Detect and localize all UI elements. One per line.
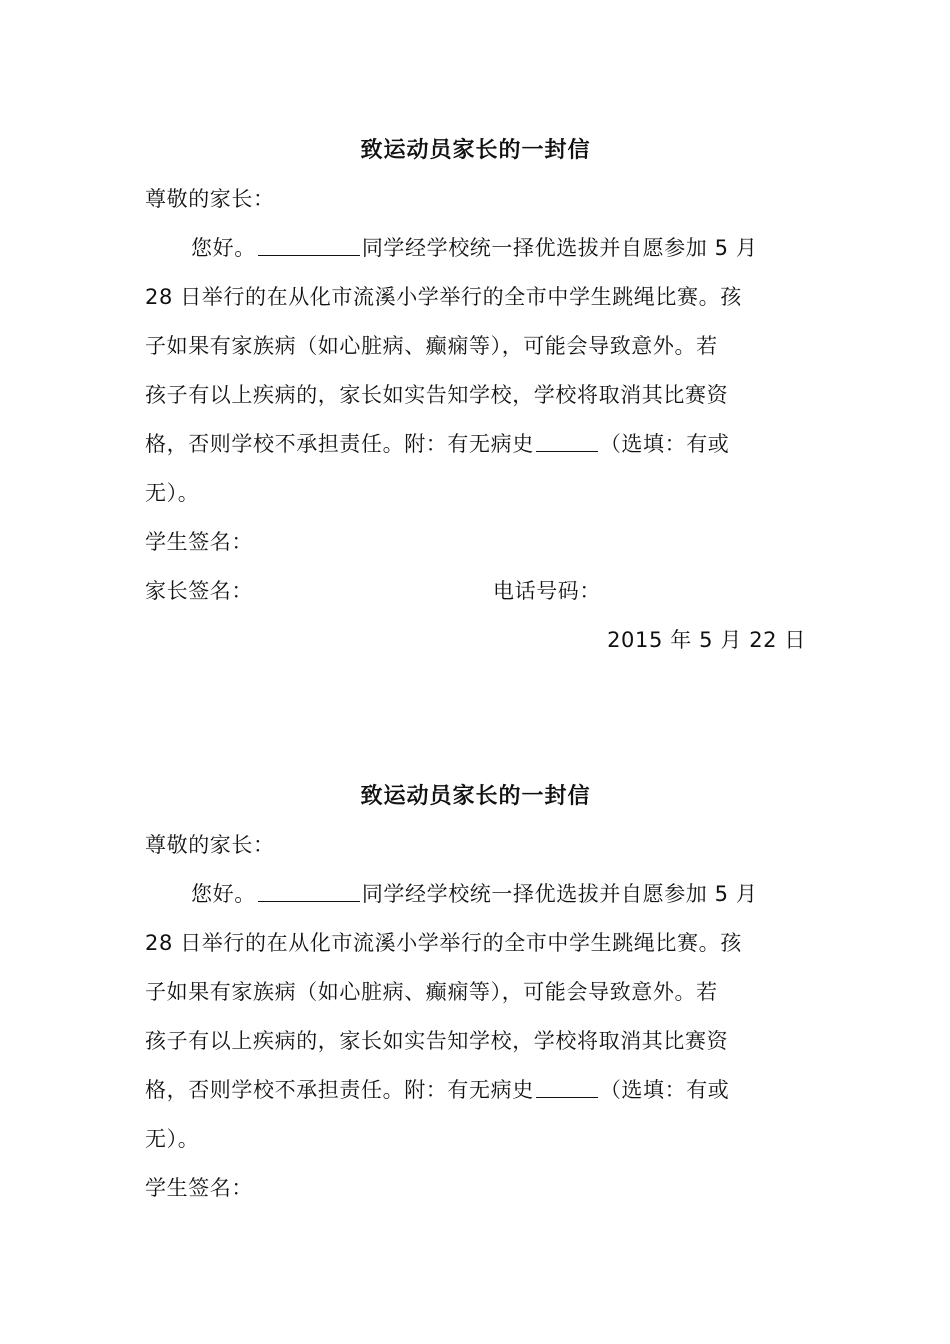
body-line-3: 子如果有家族病（如心脏病、癫痫等），可能会导致意外。若 <box>145 334 718 358</box>
body-text: （选填：有或 <box>599 1078 730 1102</box>
letter-title: 致运动员家长的一封信 <box>360 138 591 163</box>
letter-title: 致运动员家长的一封信 <box>360 784 591 809</box>
body-text: 同学经学校统一择优选拔并自愿参加 5 月 <box>361 236 758 260</box>
body-line-6: 无）。 <box>145 481 200 505</box>
body-line-5 <box>145 420 806 469</box>
student-signature-label: 学生签名： <box>145 1176 253 1200</box>
student-name-blank <box>258 235 360 256</box>
body-line-2: 28 日举行的在从化市流溪小学举行的全市中学生跳绳比赛。孩 <box>145 931 742 955</box>
body-line-4: 孩子有以上疾病的，家长如实告知学校，学校将取消其比赛资 <box>145 1029 729 1053</box>
body-line-2: 28 日举行的在从化市流溪小学举行的全市中学生跳绳比赛。孩 <box>145 285 742 309</box>
medical-history-blank <box>536 431 598 452</box>
body-text: （选填：有或 <box>599 432 730 456</box>
greeting: 您好。 <box>191 882 256 906</box>
phone-number-label: 电话号码： <box>493 579 601 603</box>
body-line-4: 孩子有以上疾病的，家长如实告知学校，学校将取消其比赛资 <box>145 383 729 407</box>
medical-history-blank <box>536 1077 598 1098</box>
letter-1 <box>145 127 806 665</box>
letter-2 <box>145 773 806 1213</box>
body-text: 格，否则学校不承担责任。附：有无病史 <box>145 1078 534 1102</box>
student-name-blank <box>258 881 360 902</box>
parent-signature-row <box>145 567 806 616</box>
body-text: 同学经学校统一择优选拔并自愿参加 5 月 <box>361 882 758 906</box>
body-line-3: 子如果有家族病（如心脏病、癫痫等），可能会导致意外。若 <box>145 980 718 1004</box>
body-line-6: 无）。 <box>145 1127 200 1151</box>
body-line-1 <box>145 870 806 919</box>
salutation: 尊敬的家长： <box>145 187 275 211</box>
body-line-1 <box>145 224 806 273</box>
student-signature-label: 学生签名： <box>145 530 253 554</box>
letter-date: 2015 年 5 月 22 日 <box>607 628 806 652</box>
parent-signature-label: 家长签名： <box>145 579 253 603</box>
greeting: 您好。 <box>191 236 256 260</box>
body-text: 格，否则学校不承担责任。附：有无病史 <box>145 432 534 456</box>
salutation: 尊敬的家长： <box>145 833 275 857</box>
body-line-5 <box>145 1066 806 1115</box>
